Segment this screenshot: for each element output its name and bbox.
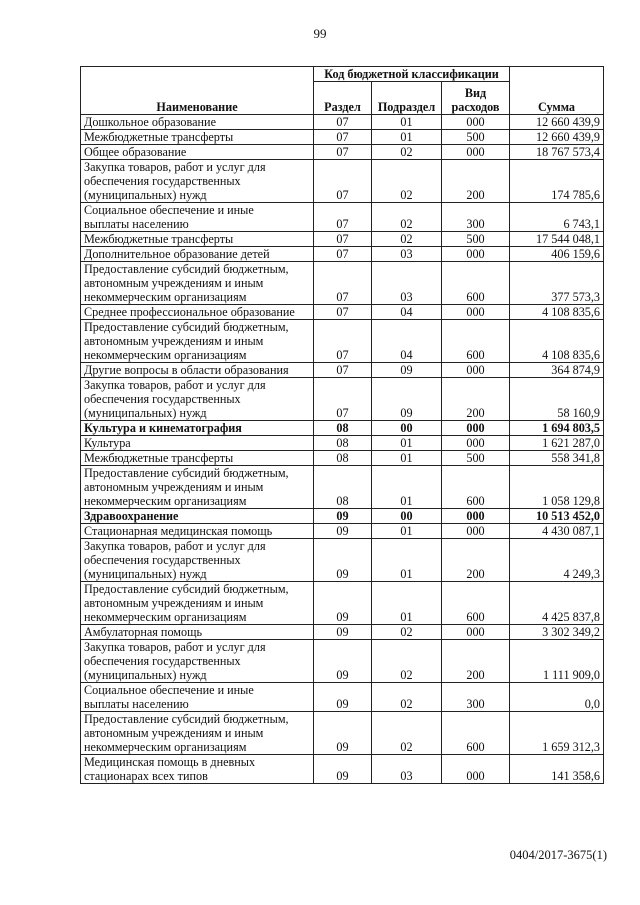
table-row — [81, 466, 604, 509]
row-kind-cell: 500 — [442, 130, 510, 145]
row-sum-cell: 17 544 048,1 — [510, 232, 604, 247]
row-name-line: Дошкольное образование — [84, 115, 216, 129]
row-sum-cell: 18 767 573,4 — [510, 145, 604, 160]
row-section-cell: 09 — [314, 683, 372, 712]
row-section-cell: 07 — [314, 160, 372, 203]
row-subsection-cell: 00 — [372, 421, 442, 436]
header-kbk: Код бюджетной классификации — [314, 67, 510, 82]
table-row — [81, 232, 604, 247]
row-name-line: Амбулаторная помощь — [84, 625, 203, 639]
row-subsection-cell: 02 — [372, 640, 442, 683]
row-name-line: автономным учреждениям и иным — [84, 334, 264, 348]
row-sum-cell: 4 425 837,8 — [510, 582, 604, 625]
row-name-line: некоммерческим организациям — [84, 494, 247, 508]
row-name-cell — [81, 451, 314, 466]
row-section-cell: 07 — [314, 320, 372, 363]
row-sum-cell: 1 058 129,8 — [510, 466, 604, 509]
row-section-cell: 08 — [314, 421, 372, 436]
row-name-line: Предоставление субсидий бюджетным, — [84, 466, 289, 480]
row-name-line: обеспечения государственных — [84, 174, 241, 188]
row-sum-cell: 406 159,6 — [510, 247, 604, 262]
row-name-line: обеспечения государственных — [84, 392, 241, 406]
row-kind-cell: 300 — [442, 203, 510, 232]
row-name-cell — [81, 712, 314, 755]
row-section-cell: 09 — [314, 712, 372, 755]
row-name-line: (муниципальных) нужд — [84, 188, 207, 202]
row-kind-cell: 000 — [442, 625, 510, 640]
row-name-line: Здравоохранение — [84, 509, 179, 523]
row-kind-cell: 600 — [442, 262, 510, 305]
row-section-cell: 09 — [314, 539, 372, 582]
row-name-cell — [81, 421, 314, 436]
document-code: 0404/2017-3675(1) — [509, 848, 607, 862]
row-sum-cell: 4 249,3 — [510, 539, 604, 582]
table-header — [81, 67, 604, 115]
table-row — [81, 582, 604, 625]
row-subsection-cell: 02 — [372, 203, 442, 232]
table-row — [81, 130, 604, 145]
table-row — [81, 203, 604, 232]
row-section-cell: 07 — [314, 145, 372, 160]
row-section-cell: 09 — [314, 755, 372, 784]
table-row — [81, 421, 604, 436]
row-sum-cell: 3 302 349,2 — [510, 625, 604, 640]
row-name-cell — [81, 683, 314, 712]
header-name: Наименование — [81, 67, 314, 115]
row-section-cell: 08 — [314, 436, 372, 451]
row-name-line: Культура и кинематография — [84, 421, 242, 435]
row-sum-cell: 174 785,6 — [510, 160, 604, 203]
header-sum: Сумма — [510, 67, 604, 115]
row-kind-cell: 000 — [442, 305, 510, 320]
row-name-cell — [81, 436, 314, 451]
row-kind-cell: 000 — [442, 509, 510, 524]
row-subsection-cell: 01 — [372, 436, 442, 451]
table-row — [81, 625, 604, 640]
row-name-cell — [81, 320, 314, 363]
row-name-line: некоммерческим организациям — [84, 348, 247, 362]
row-section-cell: 09 — [314, 640, 372, 683]
row-subsection-cell: 00 — [372, 509, 442, 524]
row-sum-cell: 558 341,8 — [510, 451, 604, 466]
row-name-line: некоммерческим организациям — [84, 610, 247, 624]
row-name-cell — [81, 262, 314, 305]
row-name-line: автономным учреждениям и иным — [84, 276, 264, 290]
row-name-line: автономным учреждениям и иным — [84, 596, 264, 610]
row-name-cell — [81, 363, 314, 378]
row-name-line: Стационарная медицинская помощь — [84, 524, 273, 538]
row-name-cell — [81, 247, 314, 262]
row-subsection-cell: 03 — [372, 247, 442, 262]
row-section-cell: 07 — [314, 203, 372, 232]
row-kind-cell: 000 — [442, 145, 510, 160]
row-name-line: (муниципальных) нужд — [84, 567, 207, 581]
header-subsection: Подраздел — [372, 82, 442, 115]
row-kind-cell: 200 — [442, 640, 510, 683]
row-kind-cell: 000 — [442, 115, 510, 130]
row-section-cell: 09 — [314, 582, 372, 625]
row-name-line: Закупка товаров, работ и услуг для — [84, 640, 266, 654]
table-row — [81, 640, 604, 683]
row-kind-cell: 600 — [442, 320, 510, 363]
row-name-cell — [81, 582, 314, 625]
row-subsection-cell: 01 — [372, 115, 442, 130]
row-kind-cell: 300 — [442, 683, 510, 712]
row-section-cell: 07 — [314, 262, 372, 305]
table-row — [81, 539, 604, 582]
row-name-line: Межбюджетные трансферты — [84, 232, 234, 246]
row-name-line: выплаты населению — [84, 697, 189, 711]
row-kind-cell: 000 — [442, 436, 510, 451]
row-name-line: Закупка товаров, работ и услуг для — [84, 378, 266, 392]
row-subsection-cell: 01 — [372, 130, 442, 145]
row-subsection-cell: 01 — [372, 451, 442, 466]
row-section-cell: 07 — [314, 130, 372, 145]
row-kind-cell: 000 — [442, 247, 510, 262]
row-name-cell — [81, 640, 314, 683]
row-name-line: Социальное обеспечение и иные — [84, 203, 254, 217]
table-row — [81, 160, 604, 203]
row-kind-cell: 500 — [442, 232, 510, 247]
row-sum-cell: 1 694 803,5 — [510, 421, 604, 436]
row-sum-cell: 1 621 287,0 — [510, 436, 604, 451]
row-name-line: некоммерческим организациям — [84, 290, 247, 304]
row-kind-cell: 000 — [442, 363, 510, 378]
table-body — [81, 115, 604, 784]
row-name-line: некоммерческим организациям — [84, 740, 247, 754]
row-kind-cell: 600 — [442, 466, 510, 509]
row-name-line: Предоставление субсидий бюджетным, — [84, 320, 289, 334]
table-row — [81, 436, 604, 451]
row-subsection-cell: 02 — [372, 625, 442, 640]
row-subsection-cell: 04 — [372, 305, 442, 320]
row-sum-cell: 141 358,6 — [510, 755, 604, 784]
row-subsection-cell: 09 — [372, 378, 442, 421]
row-subsection-cell: 02 — [372, 683, 442, 712]
row-name-cell — [81, 755, 314, 784]
row-section-cell: 07 — [314, 378, 372, 421]
row-sum-cell: 0,0 — [510, 683, 604, 712]
row-name-line: стационарах всех типов — [84, 769, 208, 783]
row-subsection-cell: 03 — [372, 755, 442, 784]
table-row — [81, 262, 604, 305]
row-name-line: Культура — [84, 436, 131, 450]
row-kind-cell: 000 — [442, 524, 510, 539]
row-name-line: Межбюджетные трансферты — [84, 130, 234, 144]
header-section: Раздел — [314, 82, 372, 115]
row-name-cell — [81, 625, 314, 640]
row-sum-cell: 4 430 087,1 — [510, 524, 604, 539]
row-name-line: Общее образование — [84, 145, 187, 159]
row-kind-cell: 200 — [442, 378, 510, 421]
row-sum-cell: 12 660 439,9 — [510, 130, 604, 145]
budget-table — [80, 66, 604, 784]
row-name-line: обеспечения государственных — [84, 553, 241, 567]
header-kind-line1: Вид — [464, 86, 487, 100]
row-sum-cell: 10 513 452,0 — [510, 509, 604, 524]
row-section-cell: 09 — [314, 625, 372, 640]
row-name-cell — [81, 509, 314, 524]
row-name-line: Закупка товаров, работ и услуг для — [84, 539, 266, 553]
row-name-line: (муниципальных) нужд — [84, 406, 207, 420]
row-name-line: Дополнительное образование детей — [84, 247, 270, 261]
row-name-line: выплаты населению — [84, 217, 189, 231]
row-subsection-cell: 03 — [372, 262, 442, 305]
row-sum-cell: 1 111 909,0 — [510, 640, 604, 683]
row-subsection-cell: 02 — [372, 145, 442, 160]
table-row — [81, 451, 604, 466]
row-name-line: Среднее профессиональное образование — [84, 305, 295, 319]
row-section-cell: 09 — [314, 524, 372, 539]
row-name-cell — [81, 305, 314, 320]
row-name-cell — [81, 378, 314, 421]
row-sum-cell: 1 659 312,3 — [510, 712, 604, 755]
header-kind — [442, 82, 510, 115]
row-name-cell — [81, 539, 314, 582]
row-section-cell: 07 — [314, 305, 372, 320]
row-name-line: Предоставление субсидий бюджетным, — [84, 712, 289, 726]
row-kind-cell: 600 — [442, 582, 510, 625]
row-section-cell: 07 — [314, 247, 372, 262]
table-row — [81, 305, 604, 320]
row-name-cell — [81, 145, 314, 160]
table-row — [81, 524, 604, 539]
row-name-line: Другие вопросы в области образования — [84, 363, 289, 377]
row-kind-cell: 000 — [442, 421, 510, 436]
row-name-cell — [81, 203, 314, 232]
header-kind-line2: расходов — [451, 100, 500, 114]
row-name-line: (муниципальных) нужд — [84, 668, 207, 682]
row-section-cell: 07 — [314, 232, 372, 247]
row-name-line: автономным учреждениям и иным — [84, 480, 264, 494]
row-sum-cell: 4 108 835,6 — [510, 320, 604, 363]
table-row — [81, 115, 604, 130]
row-name-line: обеспечения государственных — [84, 654, 241, 668]
page-number: 99 — [313, 26, 327, 41]
row-subsection-cell: 01 — [372, 539, 442, 582]
row-name-cell — [81, 115, 314, 130]
row-subsection-cell: 04 — [372, 320, 442, 363]
row-kind-cell: 200 — [442, 539, 510, 582]
row-name-line: Медицинская помощь в дневных — [84, 755, 256, 769]
table-row — [81, 363, 604, 378]
row-subsection-cell: 02 — [372, 160, 442, 203]
table-row — [81, 683, 604, 712]
row-name-line: Социальное обеспечение и иные — [84, 683, 254, 697]
table-row — [81, 247, 604, 262]
row-section-cell: 08 — [314, 451, 372, 466]
table-row — [81, 320, 604, 363]
row-kind-cell: 000 — [442, 755, 510, 784]
row-kind-cell: 600 — [442, 712, 510, 755]
row-name-cell — [81, 130, 314, 145]
row-section-cell: 07 — [314, 363, 372, 378]
table-row — [81, 755, 604, 784]
row-sum-cell: 4 108 835,6 — [510, 305, 604, 320]
row-name-cell — [81, 524, 314, 539]
table-row — [81, 712, 604, 755]
table-row — [81, 378, 604, 421]
table-row — [81, 509, 604, 524]
row-name-line: Предоставление субсидий бюджетным, — [84, 262, 289, 276]
row-name-line: Закупка товаров, работ и услуг для — [84, 160, 266, 174]
row-subsection-cell: 01 — [372, 582, 442, 625]
row-sum-cell: 377 573,3 — [510, 262, 604, 305]
row-name-line: Межбюджетные трансферты — [84, 451, 234, 465]
row-name-cell — [81, 466, 314, 509]
table-row — [81, 145, 604, 160]
row-name-line: автономным учреждениям и иным — [84, 726, 264, 740]
row-name-cell — [81, 232, 314, 247]
row-subsection-cell: 02 — [372, 712, 442, 755]
row-sum-cell: 12 660 439,9 — [510, 115, 604, 130]
row-subsection-cell: 01 — [372, 524, 442, 539]
row-kind-cell: 200 — [442, 160, 510, 203]
row-name-cell — [81, 160, 314, 203]
row-subsection-cell: 01 — [372, 466, 442, 509]
row-section-cell: 08 — [314, 466, 372, 509]
row-subsection-cell: 02 — [372, 232, 442, 247]
row-section-cell: 07 — [314, 115, 372, 130]
row-sum-cell: 6 743,1 — [510, 203, 604, 232]
row-sum-cell: 58 160,9 — [510, 378, 604, 421]
row-sum-cell: 364 874,9 — [510, 363, 604, 378]
row-section-cell: 09 — [314, 509, 372, 524]
row-name-line: Предоставление субсидий бюджетным, — [84, 582, 289, 596]
row-subsection-cell: 09 — [372, 363, 442, 378]
row-kind-cell: 500 — [442, 451, 510, 466]
